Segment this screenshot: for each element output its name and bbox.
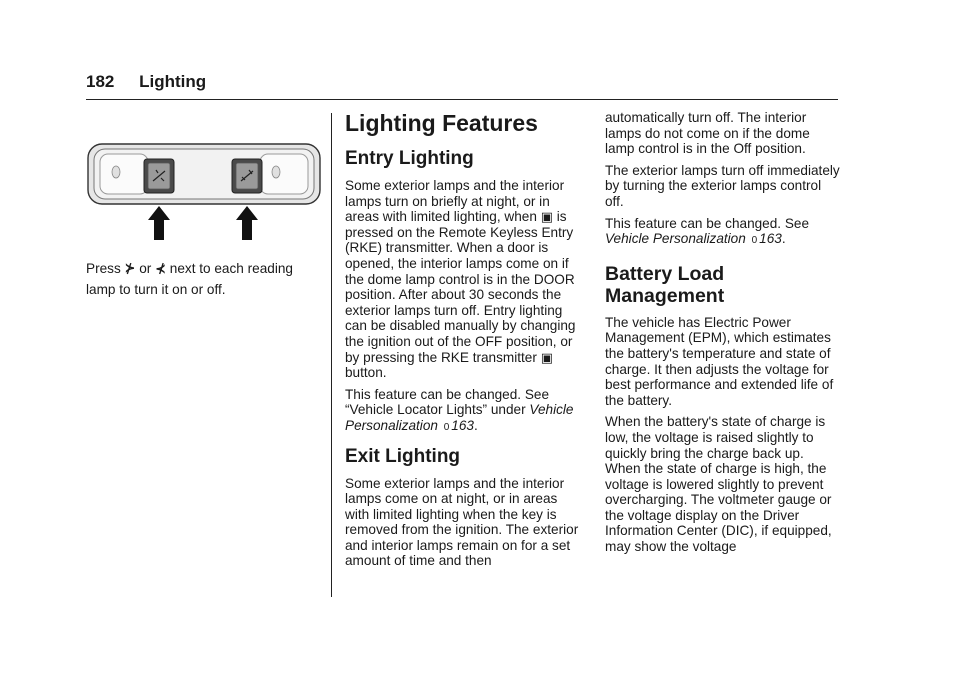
page-header	[86, 72, 206, 92]
lock-icon: ▣	[540, 349, 553, 365]
entry-lighting-text: Some exterior lamps and the interior lamps turn on briefly at night, or in areas with limited lighting, when ▣ is pressed on the Remote Keyless Entry (RKE) transmitter. When a door is opened, the interior lamps come on if the dome lamp control is in the DOOR position. After about 30 seconds the exterior lamps turn off. Entry lighting can be disabled manually by changing the ignition out of the OFF position, or by pressing the RKE transmitter ▣ button.	[345, 178, 576, 381]
exit-lighting-note: This feature can be changed. See Vehicle Personalization 0 163.	[605, 215, 810, 247]
right-column	[605, 110, 841, 561]
figure-caption: Press ⊁ or ⊀ next to each reading lamp to turn it on or off.	[86, 258, 322, 300]
battery-load-heading: Battery Load Management	[605, 262, 725, 307]
battery-text-2: When the battery's state of charge is low, the voltage is raised slightly to quickly bring the charge back up. When the state of charge is high, the voltage is lowered slightly to prevent overcharging. The voltmeter gauge or the voltage display on the Driver Information Center (DIC), if equipped, may show the voltage	[605, 414, 832, 555]
exit-lighting-text: Some exterior lamps and the interior lamps come on at night, or in areas with limited lighting when the key is removed from the ignition. The exterior and interior lamps remain on for a set amount of time and then	[345, 475, 579, 569]
page-ref-icon-2: 0	[751, 235, 758, 247]
left-arrow	[148, 206, 170, 240]
overhead-console-drawing	[86, 134, 322, 244]
unlock-icon: ▣	[540, 209, 553, 225]
header-rule	[86, 99, 838, 100]
right-arrow	[236, 206, 258, 240]
page-number: 182	[86, 72, 115, 91]
column-divider	[331, 113, 332, 597]
chapter-title: Lighting Features	[345, 110, 538, 136]
exit-lighting-p2: The exterior lamps turn off immediately by turning the exterior lamps control off.	[605, 162, 840, 209]
middle-column	[345, 110, 585, 575]
reading-lamp-illustration	[86, 134, 322, 244]
page-ref-icon: 0	[443, 421, 450, 433]
exit-lighting-heading: Exit Lighting	[345, 445, 461, 467]
entry-lighting-note: This feature can be changed. See “Vehicle Locator Lights” under Vehicle Personalization 0 163.	[345, 386, 574, 433]
vehicle-personalization-link-2[interactable]: Vehicle Personalization	[605, 231, 746, 247]
entry-lighting-heading: Entry Lighting	[345, 148, 474, 169]
battery-text-1: The vehicle has Electric Power Management (EPM), which estimates the battery's temperature and state of charge. It then adjusts the voltage for best performance and extended life of the battery.	[605, 314, 834, 408]
reading-lamp-on-icon: ⊁	[124, 261, 136, 276]
reading-lamp-off-icon: ⊀	[155, 261, 166, 276]
figure-column	[86, 134, 322, 306]
exit-lighting-tail: automatically turn off. The interior lamps do not come on if the dome lamp control is in the Off position.	[605, 110, 810, 157]
section-title: Lighting	[139, 72, 207, 91]
left-reading-lamp-button[interactable]	[144, 159, 174, 193]
right-reading-lamp-button[interactable]	[232, 159, 262, 193]
vehicle-personalization-link[interactable]: Vehicle Personalization	[345, 402, 574, 433]
